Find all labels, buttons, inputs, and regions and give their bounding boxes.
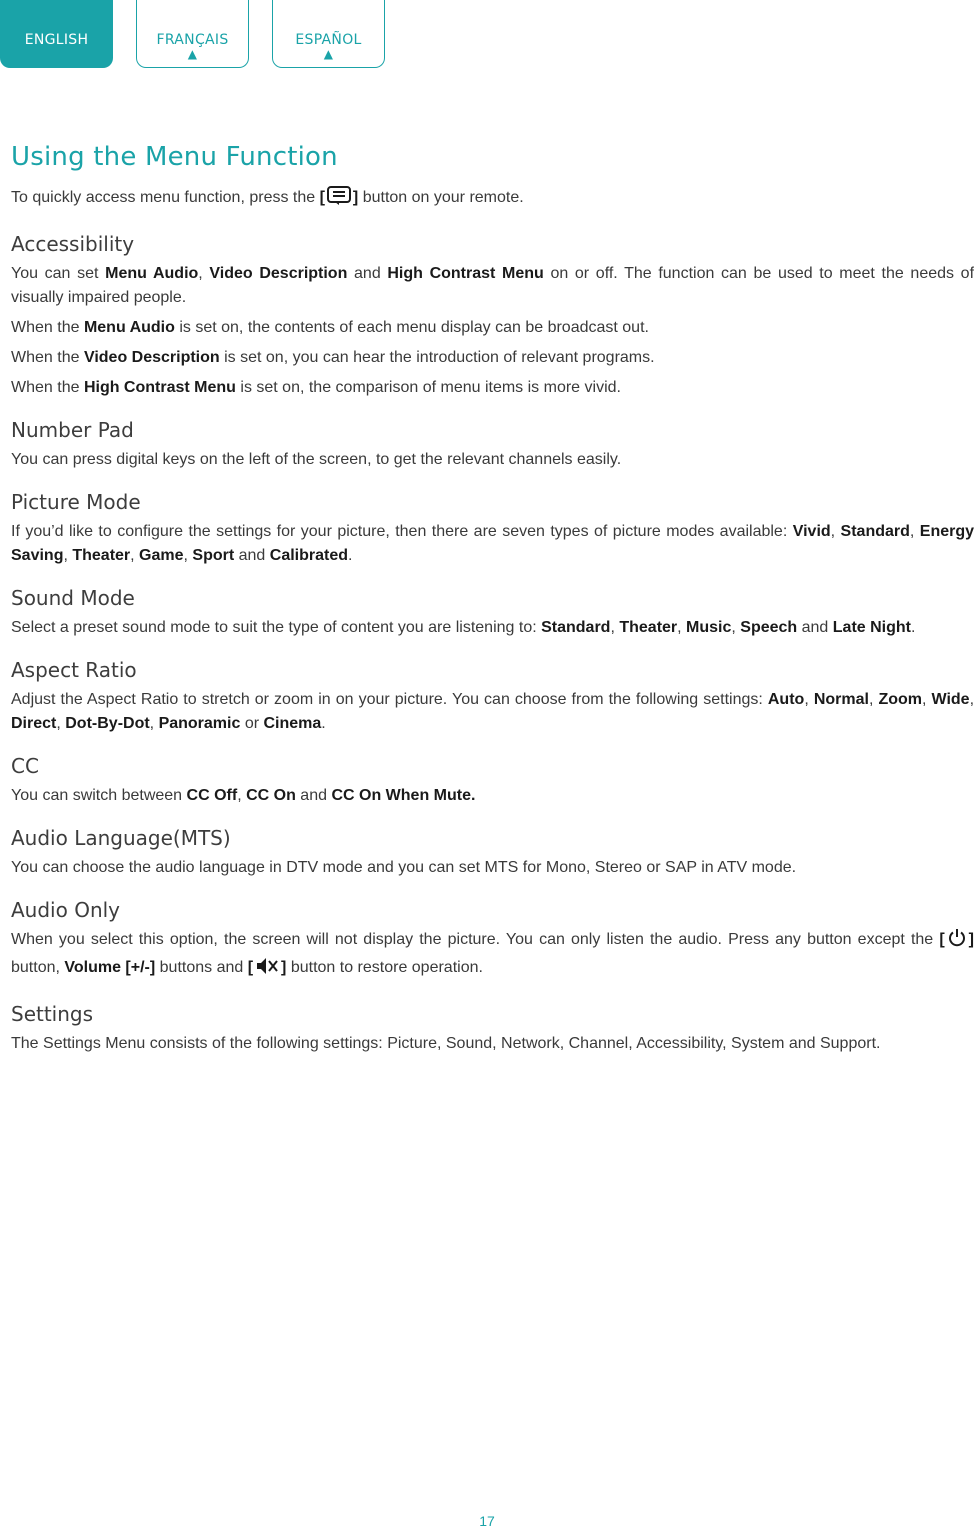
menu-icon <box>327 186 351 214</box>
picture-mode-text: If you’d like to configure the settings for your picture, then there are seven types of picture modes available: Vivid, Standard, Energy Saving, Theater, Game, Sport and Calibrated. <box>11 523 974 564</box>
audio-only-text: When you select this option, the screen will not display the picture. You can only listen the audio. Press any button except the [ ] button, Volume [+/-] buttons and [ ] button to restore operation. <box>11 928 974 984</box>
accessibility-p3: When the Video Description is set on, you can hear the introduction of relevant programs. <box>11 349 655 366</box>
heading-cc: CC <box>11 754 39 778</box>
heading-audio-only: Audio Only <box>11 898 121 922</box>
page-content <box>11 142 974 1062</box>
heading-aspect-ratio: Aspect Ratio <box>11 658 137 682</box>
language-tabs <box>0 0 974 70</box>
intro-paragraph: To quickly access menu function, press the [ ] button on your remote. <box>11 186 974 214</box>
page-number: 17 <box>479 1513 495 1529</box>
aspect-ratio-text: Adjust the Aspect Ratio to stretch or zoom in on your picture. You can choose from the following settings: Auto, Normal, Zoom, Wide, Direct, Dot-By-Dot, Panoramic or Cinema. <box>11 691 974 732</box>
power-icon <box>947 928 967 956</box>
accessibility-p2: When the Menu Audio is set on, the contents of each menu display can be broadcast out. <box>11 319 649 336</box>
arrow-up-icon: ▲ <box>187 47 198 61</box>
cc-text: You can switch between CC Off, CC On and CC On When Mute. <box>11 787 476 804</box>
heading-accessibility: Accessibility <box>11 232 135 256</box>
tab-espanol[interactable] <box>272 0 385 68</box>
page-title: Using the Menu Function <box>11 142 338 172</box>
accessibility-p4: When the High Contrast Menu is set on, the comparison of menu items is more vivid. <box>11 379 621 396</box>
accessibility-p1: You can set Menu Audio, Video Description and High Contrast Menu on or off. The function can be used to meet the needs of visually impaired people. <box>11 265 974 306</box>
heading-audio-language: Audio Language(MTS) <box>11 826 231 850</box>
audio-language-text: You can choose the audio language in DTV mode and you can set MTS for Mono, Stereo or SAP in ATV mode. <box>11 859 797 876</box>
tab-espanol-label: ESPAÑOL <box>295 32 362 48</box>
heading-picture-mode: Picture Mode <box>11 490 141 514</box>
sound-mode-text: Select a preset sound mode to suit the type of content you are listening to: Standard, Theater, Music, Speech and Late Night. <box>11 619 916 636</box>
mute-icon <box>255 956 279 984</box>
settings-text: The Settings Menu consists of the following settings: Picture, Sound, Network, Channel, Accessibility, System and Support. <box>11 1035 881 1052</box>
tab-english[interactable] <box>0 0 113 68</box>
tab-francais[interactable] <box>136 0 249 68</box>
heading-number-pad: Number Pad <box>11 418 134 442</box>
arrow-up-icon: ▲ <box>323 47 334 61</box>
tab-english-label: ENGLISH <box>24 32 89 48</box>
tab-francais-label: FRANÇAIS <box>156 32 229 48</box>
number-pad-text: You can press digital keys on the left of the screen, to get the relevant channels easily. <box>11 451 622 468</box>
heading-sound-mode: Sound Mode <box>11 586 135 610</box>
heading-settings: Settings <box>11 1002 94 1026</box>
